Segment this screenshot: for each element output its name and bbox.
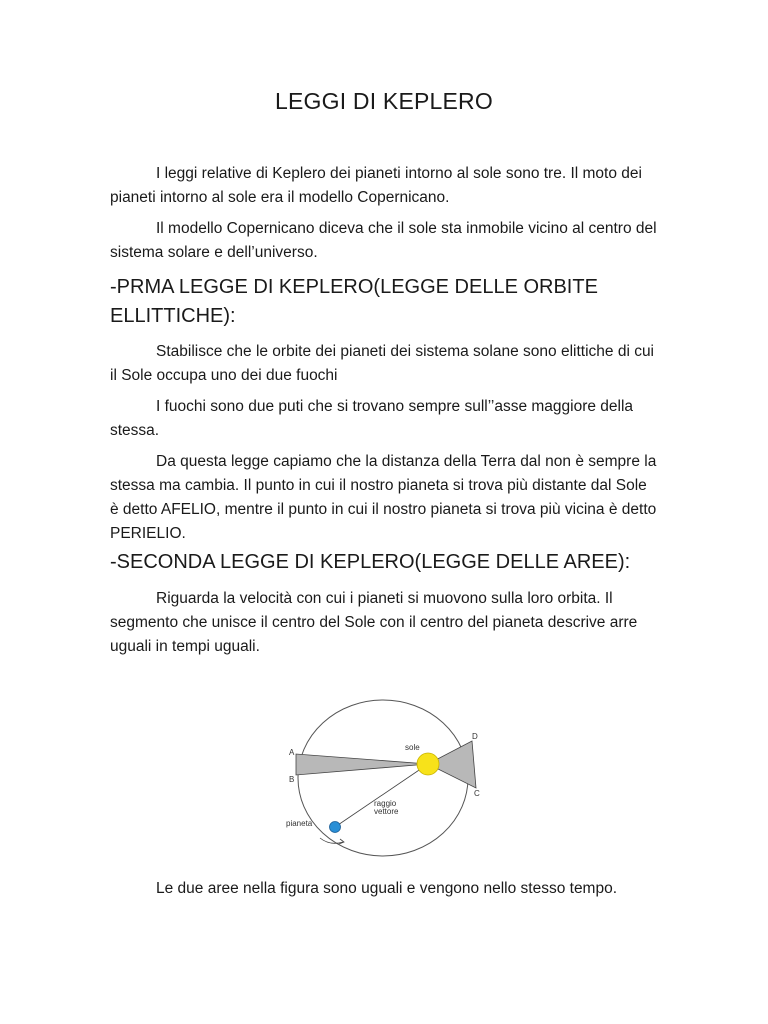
document-title: LEGGI DI KEPLERO — [275, 88, 493, 114]
label-sun: sole — [405, 743, 420, 752]
label-c: C — [474, 789, 480, 798]
radius-vector-line — [335, 764, 428, 827]
paragraph-second-law: Riguarda la velocità con cui i pianeti si muovono sulla loro orbita. Il segmento che unisce il centro del Sole con il centro del pianeta descrive arre uguali in tempi uguali. — [110, 590, 638, 655]
paragraph-first-law-foci: I fuochi sono due puti che si trovano sempre sull’’asse maggiore della stessa. — [110, 398, 634, 439]
label-radius-line2: vettore — [374, 807, 399, 816]
label-planet: pianeta — [286, 819, 313, 828]
label-d: D — [472, 732, 478, 741]
paragraph-first-law-aphelion: Da questa legge capiamo che la distanza della Terra dal non è sempre la stessa ma cambia. Il punto in cui il nostro pianeta si trova più distante dal Sole è detto AFELIO, mentre il punto in cui il nostro pianeta si trova più vicina è detto PERIELIO. — [110, 453, 657, 542]
label-radius-line1: raggio — [374, 799, 397, 808]
figure-caption: Le due aree nella figura sono uguali e vengono nello stesso tempo. — [156, 880, 618, 897]
kepler-areas-diagram — [280, 692, 480, 862]
heading-first-law: -PRMA LEGGE DI KEPLERO(LEGGE DELLE ORBITE ELLITTICHE): — [110, 276, 598, 327]
kepler-areas-figure — [280, 692, 480, 862]
paragraph-intro: I leggi relative di Keplero dei pianeti intorno al sole sono tre. Il moto dei pianeti intorno al sole era il modello Copernicano. — [110, 165, 642, 206]
sun-icon — [417, 753, 439, 775]
planet-icon — [330, 822, 341, 833]
paragraph-copernican-model: Il modello Copernicano diceva che il sole sta inmobile vicino al centro del sistema solare e dell’universo. — [110, 220, 657, 261]
paragraph-first-law-orbits: Stabilisce che le orbite dei pianeti dei sistema solane sono elittiche di cui il Sole occupa uno dei due fuochi — [110, 343, 655, 384]
label-b: B — [289, 775, 295, 784]
sector-a-b — [296, 754, 428, 775]
label-a: A — [289, 748, 295, 757]
motion-arrowhead-icon — [339, 839, 344, 844]
heading-second-law: -SECONDA LEGGE DI KEPLERO(LEGGE DELLE AREE): — [110, 551, 631, 573]
orbit-ellipse — [298, 700, 468, 856]
